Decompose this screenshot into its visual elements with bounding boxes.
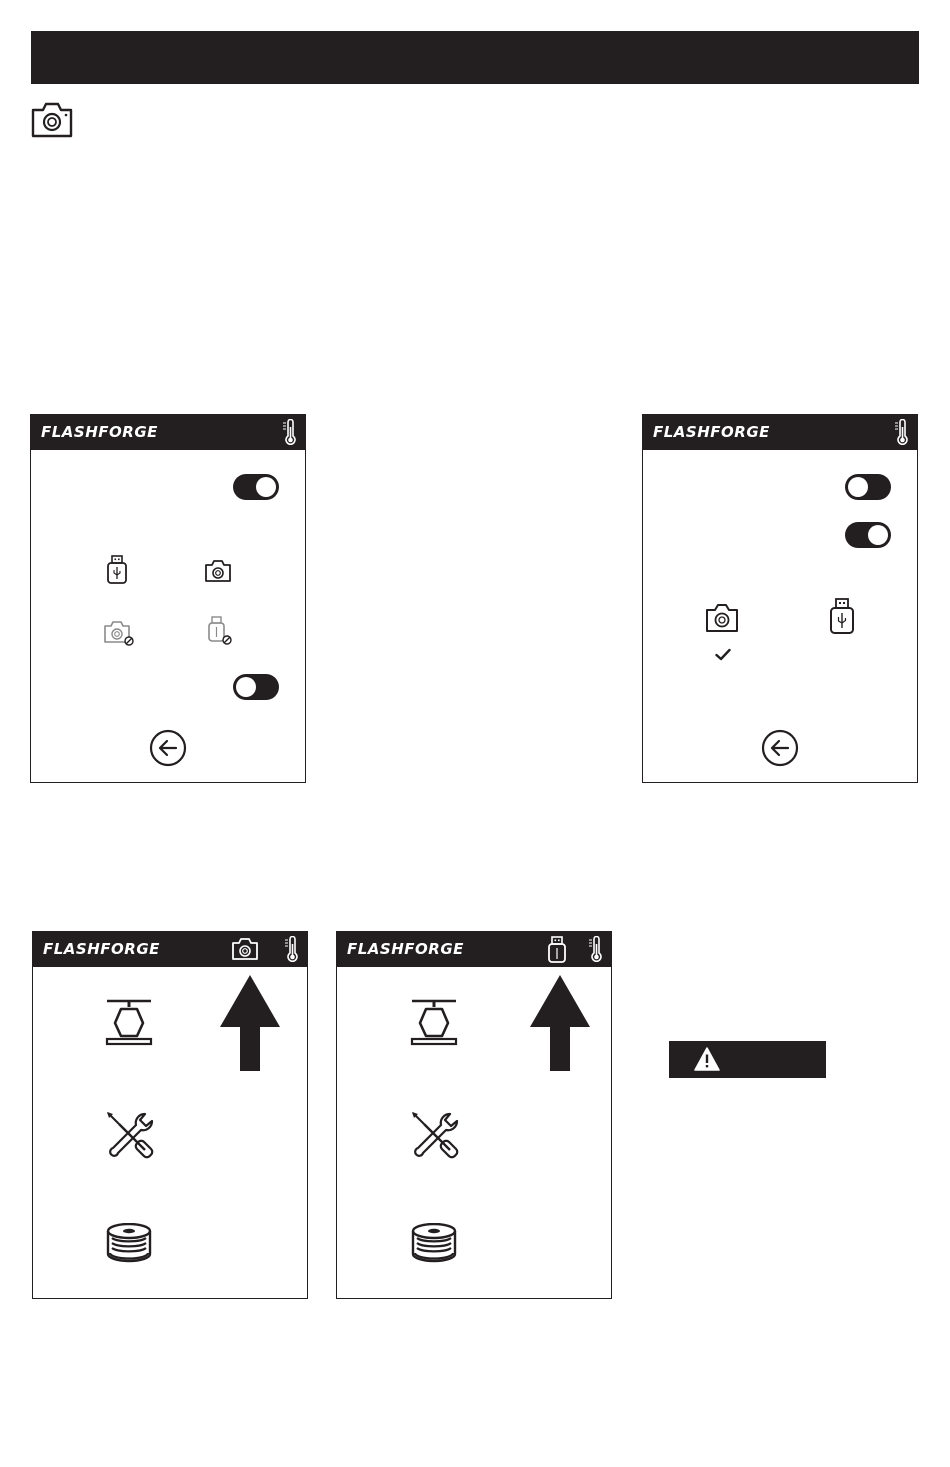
brand-logo: FLASHFORGE	[43, 940, 160, 958]
filament-spool-icon[interactable]	[105, 1223, 153, 1265]
camera-disabled-icon	[103, 620, 135, 647]
toggle-switch-1[interactable]	[845, 474, 891, 500]
up-arrow	[530, 975, 590, 1071]
print-nozzle-icon[interactable]	[410, 998, 458, 1046]
printer-screen-settings-b	[642, 414, 918, 783]
arrow-left-circle-icon[interactable]	[149, 729, 187, 767]
toggle-switch-bottom[interactable]	[233, 674, 279, 700]
toggle-switch-top[interactable]	[233, 474, 279, 500]
usb-drive-icon[interactable]	[829, 598, 855, 635]
screen-header	[33, 932, 307, 967]
camera-icon[interactable]	[705, 603, 739, 633]
toggle-switch-2[interactable]	[845, 522, 891, 548]
warning-banner	[669, 1041, 826, 1078]
brand-logo: FLASHFORGE	[347, 940, 464, 958]
section-title-bar	[31, 31, 919, 84]
printer-screen-home-usb	[336, 931, 612, 1299]
thermometer-icon[interactable]	[893, 419, 909, 446]
filament-spool-icon[interactable]	[410, 1223, 458, 1265]
arrow-left-circle-icon[interactable]	[761, 729, 799, 767]
thermometer-icon[interactable]	[283, 936, 299, 963]
checkmark-icon	[715, 648, 731, 661]
warning-triangle-icon	[694, 1047, 720, 1071]
screen-header	[643, 415, 917, 450]
screen-header	[337, 932, 611, 967]
screen-header	[31, 415, 305, 450]
thermometer-icon[interactable]	[587, 936, 603, 963]
camera-icon[interactable]	[204, 559, 232, 583]
printer-screen-settings-a	[30, 414, 306, 783]
up-arrow	[220, 975, 280, 1071]
brand-logo: FLASHFORGE	[41, 423, 158, 441]
camera-icon[interactable]	[231, 937, 259, 961]
camera-icon	[30, 101, 74, 139]
print-nozzle-icon[interactable]	[105, 998, 153, 1046]
thermometer-icon[interactable]	[281, 419, 297, 446]
usb-drive-icon[interactable]	[547, 936, 567, 963]
brand-logo: FLASHFORGE	[653, 423, 770, 441]
usb-drive-icon[interactable]	[106, 555, 128, 585]
tools-icon[interactable]	[410, 1110, 460, 1160]
usb-drive-disabled-icon	[207, 616, 233, 647]
printer-screen-home-camera	[32, 931, 308, 1299]
tools-icon[interactable]	[105, 1110, 155, 1160]
